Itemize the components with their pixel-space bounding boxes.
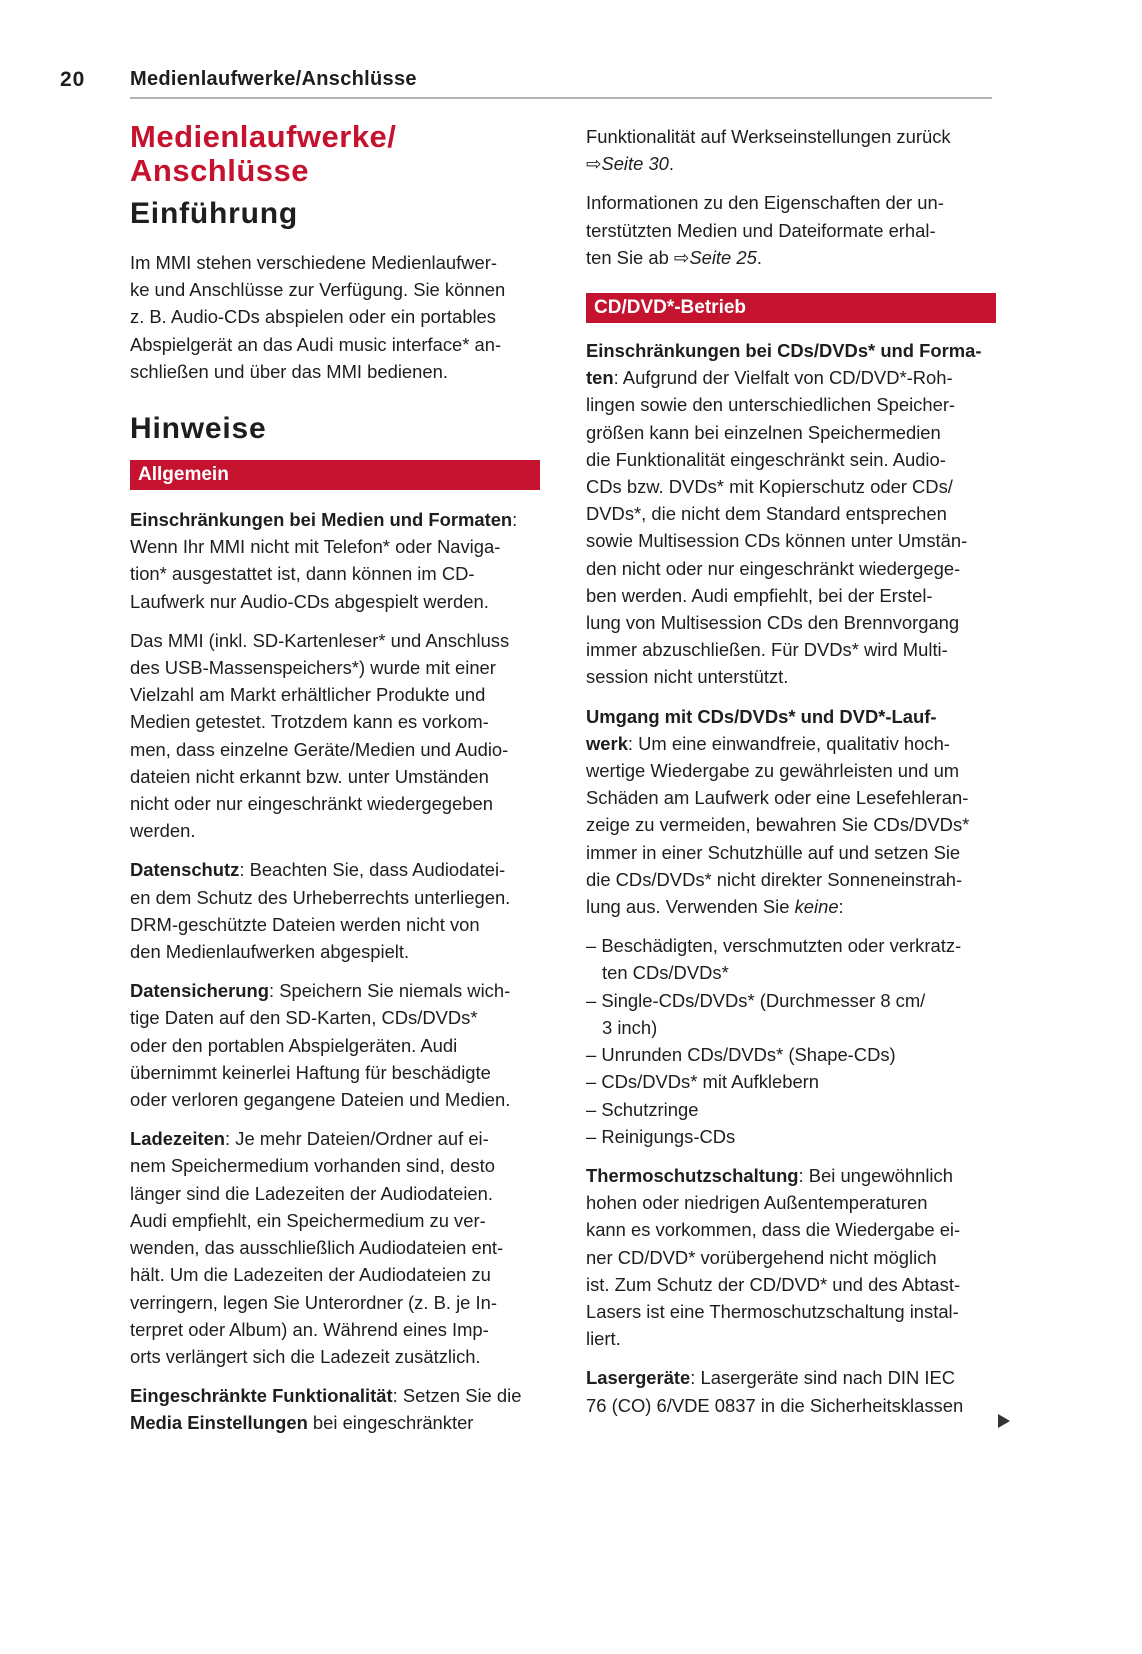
text-line: Wenn Ihr MMI nicht mit Telefon* oder Naviga- — [130, 536, 501, 558]
bold-text: Datensicherung — [130, 980, 269, 1002]
text-line: Im MMI stehen verschiedene Medienlaufwer- — [130, 252, 497, 273]
text-line — [130, 1125, 540, 1152]
text-segment: bei eingeschränkter — [307, 1412, 474, 1434]
text-line: kann es vorkommen, dass die Wiedergabe ei- — [586, 1219, 961, 1241]
text-segment: : Um eine einwandfreie, qualitativ hoch- — [627, 732, 950, 754]
text-line — [130, 1409, 540, 1436]
text-line: den nicht oder nur eingeschränkt wiedergege- — [586, 557, 961, 579]
text-line: Laufwerk nur Audio-CDs abgespielt werden. — [130, 590, 489, 612]
paragraph — [130, 977, 540, 1113]
section-bar-allgemein: Allgemein — [130, 460, 540, 490]
text-line: terpret oder Album) an. Während eines Imp- — [130, 1318, 489, 1340]
list-item: – CDs/DVDs* mit Aufklebern — [586, 1071, 820, 1093]
text-line: tige Daten auf den SD-Karten, CDs/DVDs* — [130, 1007, 478, 1029]
chapter-title — [130, 120, 540, 188]
text-line: en dem Schutz des Urheberrechts unterliegen. — [130, 886, 511, 908]
cd-dvd-paragraphs — [586, 337, 996, 920]
text-line: sowie Multisession CDs können unter Umstän- — [586, 530, 968, 552]
text-line: terstützten Medien und Dateiformate erhal- — [586, 219, 936, 241]
bold-text: Thermoschutzschaltung — [586, 1164, 799, 1186]
text-line — [586, 244, 996, 271]
text-segment: : Je mehr Dateien/Ordner auf ei- — [225, 1128, 489, 1150]
text-line — [130, 1382, 540, 1409]
list-item: – Unrunden CDs/DVDs* (Shape-CDs) — [586, 1044, 896, 1066]
right-column — [586, 123, 996, 1431]
intro-paragraph — [130, 249, 540, 385]
text-line: Vielzahl am Markt erhältlicher Produkte und — [130, 684, 486, 706]
text-line — [586, 730, 996, 757]
text-line: die Funktionalität eingeschränkt sein. Audio- — [586, 448, 946, 470]
text-line: werden. — [130, 820, 196, 842]
text-line: nem Speichermedium vorhanden sind, desto — [130, 1155, 495, 1177]
text-line — [586, 1162, 996, 1189]
text-line: hält. Um die Ladezeiten der Audiodateien zu — [130, 1264, 491, 1286]
paragraph — [130, 1125, 540, 1370]
left-column — [130, 120, 540, 1449]
list-item: – Single-CDs/DVDs* (Durchmesser 8 cm/ — [586, 989, 926, 1011]
header-rule — [130, 97, 992, 99]
text-segment: : Lasergeräte sind nach DIN IEC — [690, 1367, 956, 1389]
text-line: länger sind die Ladezeiten der Audiodateien. — [130, 1182, 493, 1204]
paragraph — [586, 123, 996, 177]
running-header: Medienlaufwerke/Anschlüsse — [130, 68, 417, 90]
text-segment: : — [512, 509, 518, 531]
paragraph — [586, 1162, 996, 1352]
continue-arrow-icon — [998, 1414, 1010, 1428]
bold-text: Lasergeräte — [586, 1367, 691, 1389]
bold-text: Einschränkungen bei Medien und Formaten — [130, 509, 513, 531]
continued-paragraphs — [586, 123, 996, 271]
text-line: ner CD/DVD* vorübergehend nicht möglich — [586, 1246, 937, 1268]
paragraph — [586, 703, 996, 921]
text-line: die CDs/DVDs* nicht direkter Sonneneinstrah- — [586, 868, 963, 890]
text-line: lung von Multisession CDs den Brennvorgang — [586, 612, 960, 634]
allgemein-paragraphs — [130, 506, 540, 1437]
paragraph — [586, 1364, 996, 1418]
text-segment: : Aufgrund der Vielfalt von CD/DVD*-Roh- — [613, 367, 953, 389]
text-line: Das MMI (inkl. SD-Kartenleser* und Anschluss — [130, 629, 510, 651]
paragraph — [586, 337, 996, 691]
paragraph — [130, 627, 540, 845]
section-bar-cd-dvd: CD/DVD*-Betrieb — [586, 293, 996, 323]
text-line: ke und Anschlüsse zur Verfügung. Sie können — [130, 279, 506, 301]
text-line: immer in einer Schutzhülle auf und setzen Sie — [586, 841, 961, 863]
text-line: orts verlängert sich die Ladezeit zusätzlich. — [130, 1345, 481, 1367]
list-item: ten CDs/DVDs* — [602, 962, 729, 984]
text-line — [586, 364, 996, 391]
text-segment: : Bei ungewöhnlich — [798, 1164, 953, 1186]
text-line — [130, 856, 540, 883]
paragraph — [586, 189, 996, 271]
text-line: oder verloren gegangene Dateien und Medien. — [130, 1089, 511, 1111]
text-segment: : Speichern Sie niemals wich- — [268, 980, 511, 1002]
text-line: session nicht unterstützt. — [586, 666, 789, 688]
bold-text: ten — [586, 367, 614, 389]
text-line — [586, 337, 996, 364]
italic-text: keine — [794, 896, 839, 918]
text-line: lingen sowie den unterschiedlichen Speicher- — [586, 394, 956, 416]
text-line: Audi empfiehlt, ein Speichermedium zu ver- — [130, 1209, 486, 1231]
bottom-paragraphs — [586, 1162, 996, 1419]
list-item: – Schutzringe — [586, 1098, 699, 1120]
text-line: Medien getestet. Trotzdem kann es vorkom- — [130, 711, 489, 733]
text-line — [130, 506, 540, 533]
text-line: Informationen zu den Eigenschaften der un- — [586, 192, 944, 214]
text-line: dateien nicht erkannt bzw. unter Umständen — [130, 765, 489, 787]
text-line: ist. Zum Schutz der CD/DVD* und des Abtast- — [586, 1273, 961, 1295]
italic-text[interactable]: Seite 25 — [689, 246, 757, 268]
text-line: immer abzuschließen. Für DVDs* wird Multi- — [586, 639, 948, 661]
bold-text: Umgang mit CDs/DVDs* und DVD*-Lauf- — [586, 705, 937, 727]
list-item: – Reinigungs-CDs — [586, 1125, 736, 1147]
bold-text: Eingeschränkte Funktionalität — [130, 1385, 393, 1407]
text-line: DVDs*, die nicht dem Standard entsprechen — [586, 503, 947, 525]
avoid-list — [586, 932, 996, 1150]
text-line: wertige Wiedergabe zu gewährleisten und um — [586, 760, 960, 782]
paragraph — [130, 856, 540, 965]
intro-heading: Einführung — [130, 197, 298, 230]
text-line: z. B. Audio-CDs abspielen oder ein portables — [130, 306, 496, 328]
text-line — [130, 977, 540, 1004]
text-line: übernimmt keinerlei Haftung für beschädigte — [130, 1061, 491, 1083]
text-line: ben werden. Audi empfiehlt, bei der Erstel- — [586, 584, 933, 606]
text-line: schließen und über das MMI bedienen. — [130, 360, 448, 382]
text-line: CDs bzw. DVDs* mit Kopierschutz oder CDs/ — [586, 476, 953, 498]
text-line: nicht oder nur eingeschränkt wiedergegeben — [130, 793, 493, 815]
bold-text: werk — [586, 732, 628, 754]
text-line: tion* ausgestattet ist, dann können im CD- — [130, 563, 475, 585]
text-segment: : Beachten Sie, dass Audiodatei- — [239, 859, 506, 881]
text-line: wenden, das ausschließlich Audiodateien ent- — [130, 1237, 504, 1259]
page-number: 20 — [60, 68, 86, 91]
text-line: Abspielgerät an das Audi music interface* an- — [130, 333, 502, 355]
text-line — [586, 1364, 996, 1391]
list-item: – Beschädigten, verschmutzten oder verkratz- — [586, 935, 962, 957]
text-line: Funktionalität auf Werkseinstellungen zurück — [586, 126, 951, 147]
text-line: größen kann bei einzelnen Speichermedien — [586, 421, 941, 443]
text-segment: . — [756, 246, 762, 268]
bold-text: Ladezeiten — [130, 1128, 226, 1150]
text-line: Schäden am Laufwerk oder eine Lesefehleran- — [586, 787, 969, 809]
list-item: 3 inch) — [602, 1016, 658, 1038]
text-segment: . — [668, 153, 675, 175]
paragraph — [130, 1382, 540, 1436]
bold-text: Media Einstellungen — [130, 1412, 308, 1434]
text-line: liert. — [586, 1328, 621, 1350]
text-line: Lasers ist eine Thermoschutzschaltung instal- — [586, 1300, 959, 1322]
text-line — [586, 703, 996, 730]
notes-heading: Hinweise — [130, 412, 267, 446]
text-segment: lung aus. Verwenden Sie — [586, 896, 795, 918]
bold-text: Einschränkungen bei CDs/DVDs* und Forma- — [586, 340, 982, 362]
text-segment: : Setzen Sie die — [392, 1385, 522, 1407]
text-segment: : — [838, 896, 844, 918]
text-line: hohen oder niedrigen Außentemperaturen — [586, 1192, 928, 1214]
text-segment: ten Sie ab ⇨ — [586, 246, 690, 268]
chapter-title-line: Medienlaufwerke/ — [130, 119, 397, 154]
paragraph — [130, 506, 540, 615]
text-line: den Medienlaufwerken abgespielt. — [130, 941, 410, 963]
text-line: zeige zu vermeiden, bewahren Sie CDs/DVDs* — [586, 814, 970, 836]
text-line: DRM-geschützte Dateien werden nicht von — [130, 913, 480, 935]
text-segment: ⇨ — [586, 153, 602, 175]
bold-text: Datenschutz — [130, 859, 240, 881]
text-line — [586, 893, 996, 920]
text-line: des USB-Massenspeichers*) wurde mit einer — [130, 657, 496, 679]
chapter-title-line: Anschlüsse — [130, 153, 310, 188]
text-line: oder den portablen Abspielgeräten. Audi — [130, 1034, 458, 1056]
text-line: 76 (CO) 6/VDE 0837 in die Sicherheitsklassen — [586, 1394, 964, 1416]
text-line: verringern, legen Sie Unterordner (z. B. je In- — [130, 1291, 497, 1313]
text-line: men, dass einzelne Geräte/Medien und Audio- — [130, 738, 509, 760]
italic-text[interactable]: Seite 30 — [601, 153, 669, 175]
text-line — [586, 150, 996, 177]
